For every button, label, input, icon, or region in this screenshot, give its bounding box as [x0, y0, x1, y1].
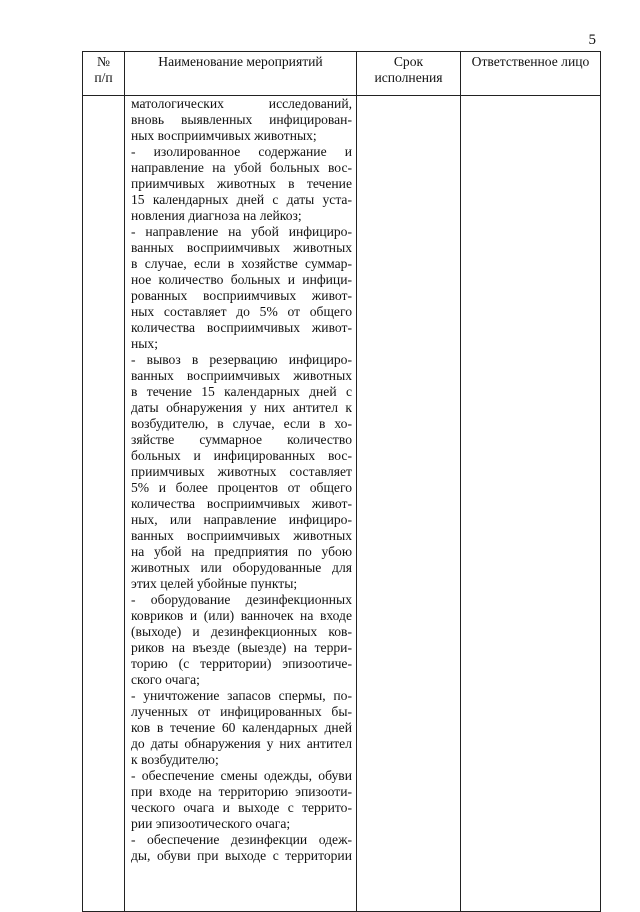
text-line: приимчивых животных составляет [131, 464, 352, 479]
text-line: даты обнаружения у них антител к [131, 400, 352, 415]
text-line: матологических исследований, [131, 96, 352, 111]
cell-term [357, 96, 461, 912]
header-number-line-1: № [97, 54, 110, 69]
text-line: в течение 15 календарных дней с [131, 384, 352, 399]
text-line: этих целей убойные пункты; [131, 576, 298, 591]
text-line: 5% и более процентов от общего [131, 480, 352, 495]
table-header-row [83, 52, 601, 96]
text-line: к возбудителю; [131, 752, 219, 767]
text-line: ды, обуви при выходе с территории [131, 848, 352, 863]
cell-measures [125, 96, 357, 912]
text-line: ных; [131, 336, 158, 351]
text-line: - изолированное содержание и [131, 144, 352, 159]
text-line: новления диагноза на лейкоз; [131, 208, 302, 223]
text-line: ных, или направление инфициро- [131, 512, 352, 527]
text-line: ванных восприимчивых животных [131, 240, 352, 255]
text-line: на убой на предприятия по убою [131, 544, 352, 559]
text-line: ванных восприимчивых животных [131, 528, 352, 543]
text-line: приимчивых животных в течение [131, 176, 352, 191]
text-line: риков на въезде (выезде) на терри- [131, 640, 352, 655]
measures-table [82, 51, 601, 912]
text-line: зяйстве суммарное количество [131, 432, 352, 447]
text-line: ческого очага и выходе с террито- [131, 800, 352, 815]
measures-text [125, 96, 356, 864]
text-line: торию (с территории) эпизоотиче- [131, 656, 352, 671]
header-responsible [461, 52, 601, 96]
text-line: ное количество больных и инфици- [131, 272, 352, 287]
text-line: ковриков и (или) ванночек на входе [131, 608, 352, 623]
text-line: ных составляет до 5% от общего [131, 304, 352, 319]
text-line: рии эпизоотического очага; [131, 816, 291, 831]
text-line: направление на убой больных вос- [131, 160, 352, 175]
text-line: количества восприимчивых живот- [131, 320, 352, 335]
header-name-text: Наименование мероприятий [158, 54, 323, 69]
header-responsible-text: Ответственное лицо [471, 54, 590, 69]
text-line: - обеспечение дезинфекции одеж- [131, 832, 352, 847]
text-line: ванных восприимчивых животных [131, 368, 352, 383]
text-line: рованных восприимчивых живот- [131, 288, 352, 303]
text-line: вновь выявленных инфицирован- [131, 112, 352, 127]
text-line: возбудителю, в случае, если в хо- [131, 416, 352, 431]
table-row [83, 96, 601, 912]
header-name [125, 52, 357, 96]
text-line: ского очага; [131, 672, 200, 687]
text-line: лученных от инфицированных бы- [131, 704, 352, 719]
text-line: - направление на убой инфициро- [131, 224, 352, 239]
text-line: животных или оборудованные для [131, 560, 352, 575]
header-term [357, 52, 461, 96]
text-line: - оборудование дезинфекционных [131, 592, 352, 607]
header-number-line-2: п/п [94, 70, 113, 85]
cell-number [83, 96, 125, 912]
text-line: - обеспечение смены одежды, обуви [131, 768, 352, 783]
text-line: количества восприимчивых живот- [131, 496, 352, 511]
text-line: - уничтожение запасов спермы, по- [131, 688, 352, 703]
text-line: до даты обнаружения у них антител [131, 736, 352, 751]
header-number [83, 52, 125, 96]
text-line: при входе на территорию эпизооти- [131, 784, 352, 799]
text-line: (выходе) и дезинфекционных ков- [131, 624, 352, 639]
header-term-line-1: Срок [393, 54, 424, 69]
text-line: 15 календарных дней с даты уста- [131, 192, 352, 207]
text-line: в случае, если в хозяйстве суммар- [131, 256, 352, 271]
cell-responsible [461, 96, 601, 912]
text-line: - вывоз в резервацию инфициро- [131, 352, 352, 367]
text-line: больных и инфицированных вос- [131, 448, 352, 463]
page-number: 5 [588, 32, 596, 48]
header-term-line-2: исполнения [374, 70, 443, 85]
text-line: ков в течение 60 календарных дней [131, 720, 352, 735]
text-line: ных восприимчивых животных; [131, 128, 317, 143]
